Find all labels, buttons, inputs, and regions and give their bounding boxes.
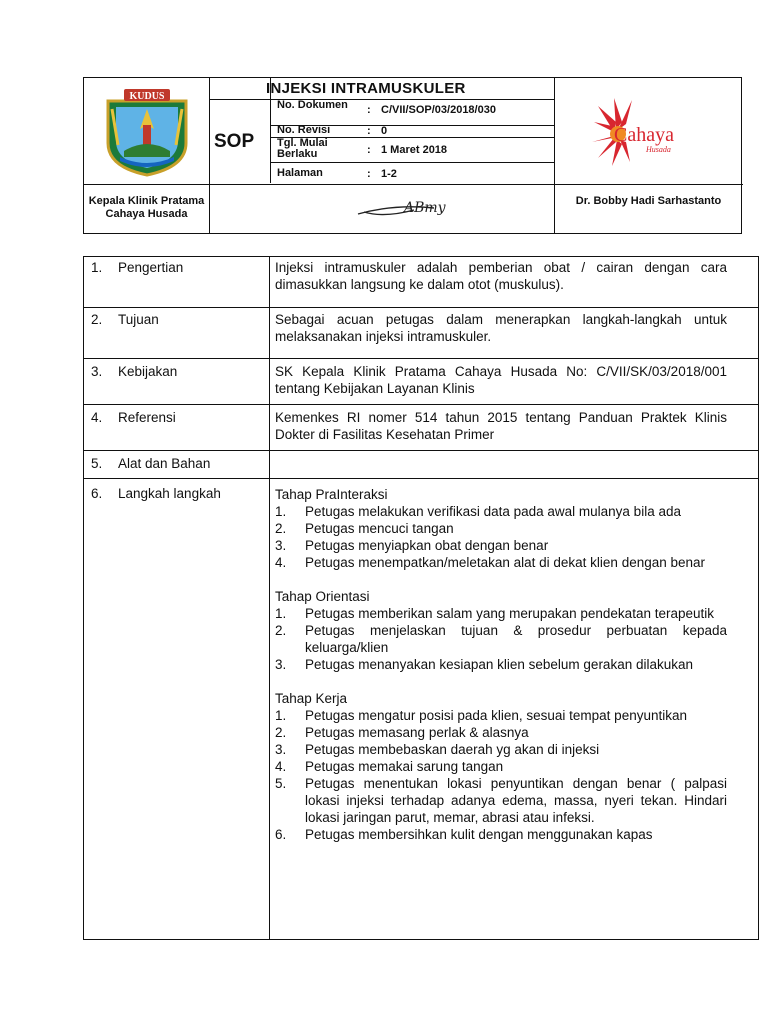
cahaya-husada-logo (584, 92, 704, 172)
list-item: 5. Petugas menentukan lokasi penyuntikan dengan benar ( palpasi lokasi injeksi terhadap adanya edema, massa, nyeri tekan. Hindari lokasi jaringan parut, memar, abrasi atau infeksi. (275, 776, 727, 825)
section-title: Tahap Kerja (275, 691, 348, 706)
row-number: 6. (91, 486, 103, 501)
row-label-text: Referensi (118, 410, 176, 425)
signature-icon (354, 190, 474, 226)
steps-container (275, 486, 727, 843)
purpose-text: Sebagai acuan petugas dalam menerapkan langkah-langkah untuk melaksanakan injeksi intramuskuler. (275, 312, 727, 344)
signature-text: ABmy (404, 200, 446, 216)
row-label-text: Pengertian (118, 260, 184, 275)
list-item-text: Petugas membersihkan kulit dengan menggunakan kapas (305, 827, 653, 842)
list-item-text: Petugas menempatkan/meletakan alat di dekat klien dengan benar (305, 555, 706, 570)
list-item-text: Petugas menjelaskan tujuan & prosedur perbuatan kepada keluarga/klien (305, 623, 727, 655)
list-item-text: Petugas menentukan lokasi penyuntikan dengan benar ( palpasi lokasi injeksi terhadap adanya edema, massa, nyeri tekan. Hindari lokasi jaringan parut, memar, abrasi atau infeksi. (305, 776, 727, 825)
row-label-text: Tujuan (118, 312, 159, 327)
list-item: 1. Petugas memberikan salam yang merupakan pendekatan terapeutik (275, 605, 727, 622)
meta-value-halaman: 1-2 (381, 168, 397, 180)
sop-content-table (83, 256, 759, 940)
list-item-text: Petugas melakukan verifikasi data pada awal mulanya bila ada (305, 504, 681, 519)
meta-value-no-dokumen: C/VII/SOP/03/2018/030 (381, 104, 496, 116)
list-item: 1. Petugas melakukan verifikasi data pada awal mulanya bila ada (275, 503, 727, 520)
list-item-text: Petugas menanyakan kesiapan klien sebelum gerakan dilakukan (305, 657, 693, 672)
row-number: 2. (91, 312, 103, 327)
row-label-text: Kebijakan (118, 364, 178, 379)
sop-label: SOP (214, 131, 255, 152)
list-item-text: Petugas menyiapkan obat dengan benar (305, 538, 549, 553)
definition-text: Injeksi intramuskuler adalah pemberian obat / cairan dengan cara dimasukkan langsung ke dalam otot (muskulus). (275, 260, 727, 292)
reference-text: Kemenkes RI nomer 514 tahun 2015 tentang Panduan Praktek Klinis Dokter di Fasilitas Kesehatan Primer (275, 410, 727, 442)
section-title: Tahap Orientasi (275, 589, 370, 604)
row-label-text: Alat dan Bahan (118, 456, 211, 471)
divider (84, 478, 759, 479)
husada-logo-text: Husada (646, 145, 671, 154)
list-item: 2. Petugas mencuci tangan (275, 520, 727, 537)
row-number: 1. (91, 260, 103, 275)
list-item: 3. Petugas membebaskan daerah yg akan di injeksi (275, 741, 727, 758)
kudus-logo-text: KUDUS (129, 91, 165, 102)
list-item: 3. Petugas menyiapkan obat dengan benar (275, 537, 727, 554)
meta-colon: : (367, 104, 371, 116)
divider (209, 99, 554, 100)
row-label-text: Langkah langkah (118, 486, 221, 501)
divider (209, 78, 210, 233)
meta-label-no-dokumen: No. Dokumen (277, 99, 348, 111)
meta-label-tgl-mulai: Tgl. Mulai Berlaku (277, 137, 328, 160)
list-item: 1. Petugas mengatur posisi pada klien, sesuai tempat penyuntikan (275, 707, 727, 724)
meta-label-halaman: Halaman (277, 167, 323, 179)
meta-colon: : (367, 168, 371, 180)
list-item-text: Petugas memasang perlak & alasnya (305, 725, 529, 740)
approver-name: Dr. Bobby Hadi Sarhastanto (575, 195, 722, 207)
sop-header (83, 77, 742, 234)
divider (554, 78, 555, 233)
meta-value-tgl-mulai: 1 Maret 2018 (381, 144, 448, 156)
kudus-logo (102, 85, 192, 177)
divider (270, 162, 554, 163)
meta-colon: : (367, 125, 371, 137)
section-title: Tahap PraInteraksi (275, 487, 388, 502)
row-number: 5. (91, 456, 103, 471)
meta-label-no-revisi: No. Revisi (277, 124, 331, 136)
list-item: 2. Petugas menjelaskan tujuan & prosedur perbuatan kepada keluarga/klien (275, 623, 727, 655)
divider (269, 257, 270, 939)
list-item: 4. Petugas memakai sarung tangan (275, 758, 727, 775)
policy-text: SK Kepala Klinik Pratama Cahaya Husada No: C/VII/SK/03/2018/001 tentang Kebijakan Layanan Klinis (275, 364, 727, 396)
divider (84, 307, 759, 308)
list-item-text: Petugas membebaskan daerah yg akan di injeksi (305, 742, 600, 757)
cahaya-logo-text: Cahaya (614, 124, 674, 146)
list-item-text: Petugas memberikan salam yang merupakan pendekatan terapeutik (305, 606, 714, 621)
document-title: INJEKSI INTRAMUSKULER (266, 80, 466, 97)
divider (84, 450, 759, 451)
row-number: 3. (91, 364, 103, 379)
list-item: 2. Petugas memasang perlak & alasnya (275, 724, 727, 741)
row-number: 4. (91, 410, 103, 425)
list-item: 3. Petugas menanyakan kesiapan klien sebelum gerakan dilakukan (275, 656, 727, 673)
list-item-text: Petugas mengatur posisi pada klien, sesuai tempat penyuntikan (305, 708, 687, 723)
list-item: 4. Petugas menempatkan/meletakan alat di dekat klien dengan benar (275, 554, 727, 571)
divider (84, 184, 743, 185)
meta-colon: : (367, 144, 371, 156)
list-item: 6. Petugas membersihkan kulit dengan menggunakan kapas (275, 826, 727, 843)
approver-title: Kepala Klinik Pratama Cahaya Husada (88, 195, 205, 220)
divider (84, 404, 759, 405)
list-item-text: Petugas mencuci tangan (305, 521, 454, 536)
list-item-text: Petugas memakai sarung tangan (305, 759, 504, 774)
meta-value-no-revisi: 0 (381, 125, 388, 137)
divider (84, 358, 759, 359)
